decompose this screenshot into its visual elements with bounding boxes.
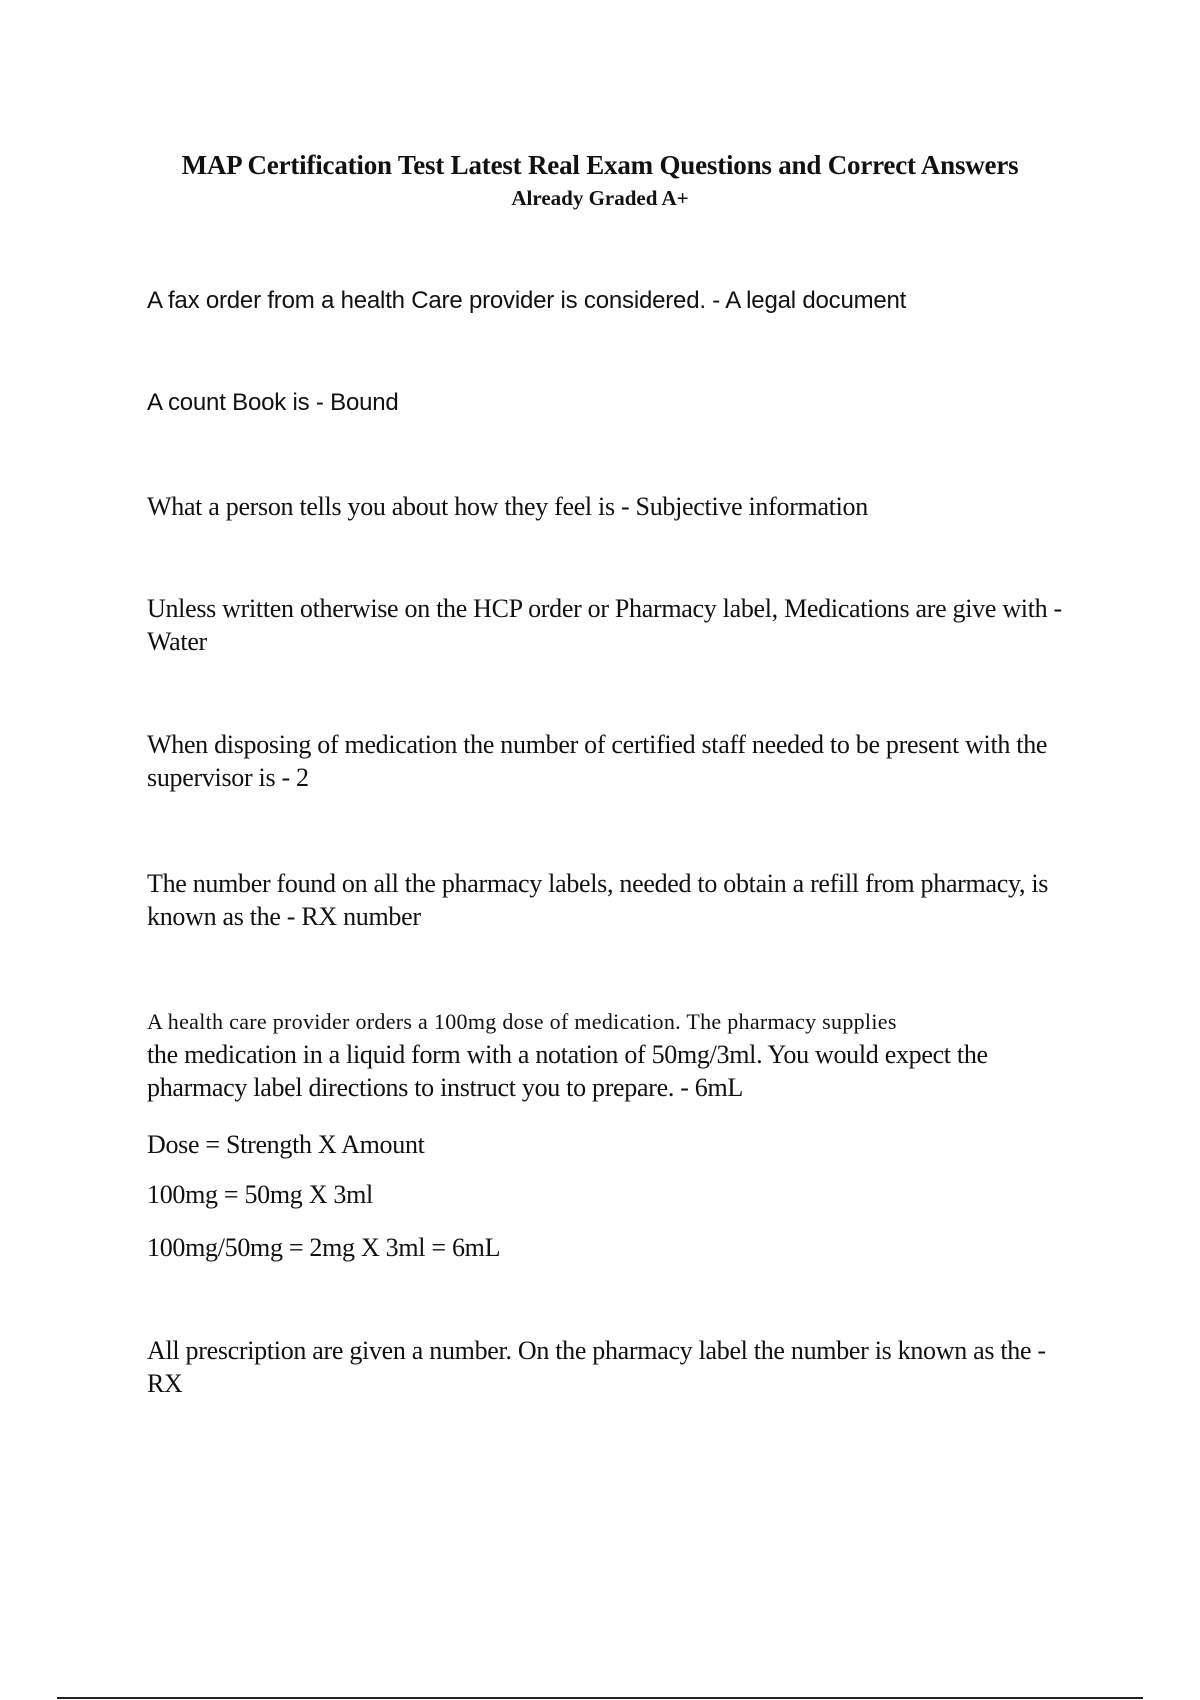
qa-item-5: When disposing of medication the number of certified staff needed to be present with the supervisor is - 2 xyxy=(147,730,1048,792)
qa-item-7 xyxy=(147,1006,1147,1104)
calculation-line-2: 100mg = 50mg X 3ml xyxy=(147,1180,373,1209)
qa-item-4: Unless written otherwise on the HCP order or Pharmacy label, Medications are give with - Water xyxy=(147,594,1062,656)
qa-item-1: A fax order from a health Care provider is considered. - A legal document xyxy=(147,287,907,314)
qa-item-8: All prescription are given a number. On the pharmacy label the number is known as the - RX xyxy=(147,1336,1046,1398)
document-subtitle: Already Graded A+ xyxy=(511,186,689,210)
qa-item-7-line-1: A health care provider orders a 100mg dose of medication. The pharmacy supplies xyxy=(147,1009,897,1034)
footer-divider xyxy=(57,1697,1143,1699)
document-title: MAP Certification Test Latest Real Exam Questions and Correct Answers xyxy=(181,150,1019,180)
qa-item-2: A count Book is - Bound xyxy=(147,389,399,416)
qa-item-7-line-3: pharmacy label directions to instruct you to prepare. - 6mL xyxy=(147,1073,743,1102)
qa-item-3: What a person tells you about how they feel is - Subjective information xyxy=(147,492,868,521)
calculation-line-1: Dose = Strength X Amount xyxy=(147,1130,425,1159)
qa-item-7-line-2: the medication in a liquid form with a notation of 50mg/3ml. You would expect the xyxy=(147,1040,988,1069)
qa-item-6: The number found on all the pharmacy labels, needed to obtain a refill from pharmacy, is known as the - RX number xyxy=(147,869,1049,931)
calculation-line-3: 100mg/50mg = 2mg X 3ml = 6mL xyxy=(147,1233,501,1262)
